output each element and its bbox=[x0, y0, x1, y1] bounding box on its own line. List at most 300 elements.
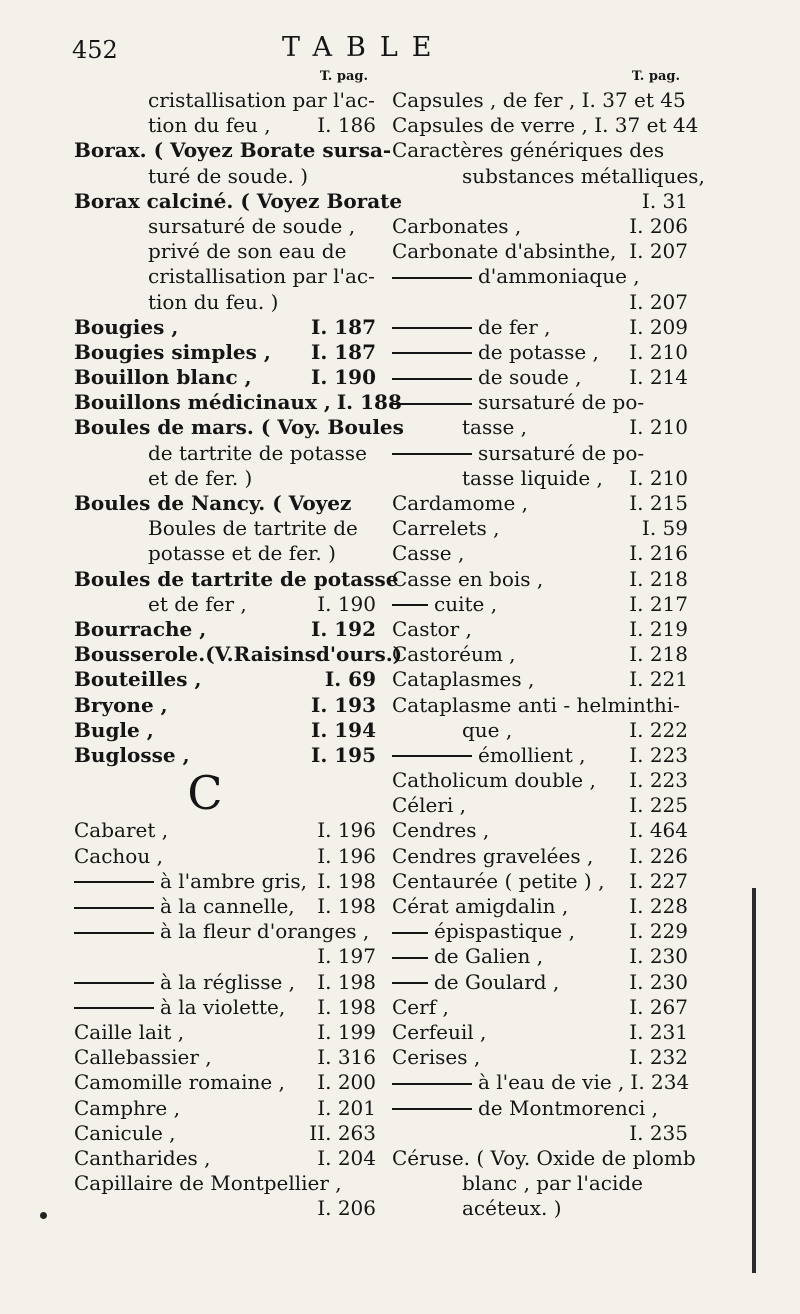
entry-text bbox=[392, 793, 623, 818]
index-entry bbox=[74, 516, 376, 541]
entry-label: de tartrite de potasse bbox=[148, 440, 367, 465]
entry-text bbox=[74, 340, 305, 365]
entry-text bbox=[74, 617, 305, 642]
entry-text bbox=[392, 667, 623, 692]
page-reference: I. 188 bbox=[336, 390, 402, 415]
entry-text bbox=[74, 88, 376, 113]
entry-label: substances métalliques, bbox=[462, 163, 705, 188]
entry-text bbox=[392, 567, 623, 592]
page-reference: I. 69 bbox=[324, 667, 376, 692]
entry-text bbox=[392, 1146, 696, 1171]
entry-label: Cabaret , bbox=[74, 818, 169, 843]
entry-text bbox=[74, 516, 376, 541]
column-header: T. pag. bbox=[631, 69, 680, 84]
entry-text bbox=[74, 264, 376, 289]
entry-label: Bouillon blanc , bbox=[74, 365, 252, 390]
entry-text bbox=[74, 315, 305, 340]
index-entry bbox=[74, 1196, 376, 1221]
ditto-dash bbox=[392, 403, 472, 405]
index-entry bbox=[74, 869, 376, 894]
index-entry bbox=[74, 466, 376, 491]
page-reference: I. 218 bbox=[629, 566, 688, 591]
index-entry bbox=[74, 995, 376, 1020]
entry-text bbox=[392, 113, 698, 138]
entry-label: Cerises , bbox=[392, 1045, 481, 1070]
entry-label: Carbonates , bbox=[392, 213, 522, 238]
entry-text bbox=[74, 592, 311, 617]
index-entry bbox=[392, 1145, 696, 1171]
entry-label: Castor , bbox=[392, 616, 472, 641]
page-reference: I. 200 bbox=[317, 1070, 376, 1095]
entry-text bbox=[74, 138, 391, 163]
entry-label: acéteux. ) bbox=[462, 1196, 562, 1221]
ditto-dash bbox=[392, 378, 472, 380]
index-entry bbox=[74, 642, 403, 667]
index-entry bbox=[74, 1121, 376, 1146]
entry-text bbox=[392, 365, 623, 390]
entry-label: de Montmorenci , bbox=[478, 1095, 659, 1120]
entry-text bbox=[74, 869, 311, 894]
entry-text bbox=[74, 1171, 376, 1196]
page-reference: I. 227 bbox=[629, 868, 688, 893]
index-entry bbox=[74, 365, 376, 390]
ditto-dash bbox=[392, 1083, 472, 1085]
entry-label: et de fer. ) bbox=[148, 465, 253, 490]
index-entry bbox=[392, 214, 688, 239]
page-reference: I. 226 bbox=[629, 843, 688, 868]
index-entry bbox=[392, 869, 688, 894]
index-entry bbox=[392, 466, 688, 491]
entry-label: Cachou , bbox=[74, 843, 163, 868]
entry-label: à la fleur d'oranges , bbox=[160, 919, 370, 944]
entry-text bbox=[392, 390, 688, 415]
page-reference: I. 207 bbox=[629, 289, 688, 314]
entry-label: Centaurée ( petite ) , bbox=[392, 868, 605, 893]
entry-text bbox=[74, 642, 402, 667]
entry-label: potasse et de fer. ) bbox=[148, 541, 336, 566]
entry-label: Canicule , bbox=[74, 1120, 176, 1145]
entry-label: Céleri , bbox=[392, 793, 467, 818]
entry-text bbox=[392, 768, 623, 793]
entry-text bbox=[392, 264, 688, 289]
index-entry bbox=[74, 566, 399, 592]
entry-text bbox=[392, 516, 636, 541]
page-reference: I. 222 bbox=[629, 717, 688, 742]
entry-label: Casse , bbox=[392, 541, 465, 566]
entry-label: Cantharides , bbox=[74, 1145, 211, 1170]
index-entry bbox=[74, 970, 376, 995]
entry-label: à l'ambre gris, bbox=[160, 868, 308, 893]
index-entry bbox=[74, 441, 376, 466]
ditto-dash bbox=[392, 1108, 472, 1110]
entry-label: Bourrache , bbox=[74, 616, 207, 641]
index-entry bbox=[392, 441, 688, 466]
ditto-dash bbox=[74, 1007, 154, 1009]
entry-text bbox=[74, 164, 376, 189]
entry-text bbox=[392, 894, 623, 919]
page-reference: I. 215 bbox=[629, 491, 688, 515]
index-entry bbox=[392, 1020, 688, 1045]
index-entry bbox=[392, 340, 688, 365]
entry-text bbox=[392, 869, 623, 894]
entry-text bbox=[392, 617, 623, 642]
page-reference: I. 193 bbox=[310, 692, 376, 717]
page-reference: I. 216 bbox=[629, 541, 688, 566]
index-entry bbox=[74, 290, 376, 315]
index-entry bbox=[392, 995, 688, 1020]
page-reference: I. 192 bbox=[310, 616, 376, 641]
entry-label: Capsules , de fer , I. 37 et 45 bbox=[392, 88, 686, 112]
margin-dot bbox=[40, 1212, 47, 1219]
index-entry bbox=[392, 793, 688, 818]
page-reference: I. 228 bbox=[629, 894, 688, 918]
page-reference: I. 198 bbox=[317, 969, 376, 994]
entry-text bbox=[74, 1045, 311, 1070]
entry-label: Catholicum double , bbox=[392, 768, 596, 793]
entry-label: à la violette, bbox=[160, 994, 286, 1019]
page-reference: I. 197 bbox=[317, 944, 376, 969]
page-reference: I. 190 bbox=[310, 365, 376, 390]
entry-label: Bougies simples , bbox=[74, 339, 271, 364]
index-entry bbox=[392, 1121, 688, 1146]
entry-text bbox=[74, 894, 311, 919]
entry-label: Borax. ( Voyez Borate sursa- bbox=[74, 138, 392, 163]
index-entry bbox=[392, 189, 688, 214]
entry-label: Bousserole.(V.Raisinsd'ours.) bbox=[74, 642, 403, 667]
entry-label: et de fer , bbox=[148, 591, 247, 616]
page-reference: I. 196 bbox=[317, 818, 376, 843]
index-entry bbox=[74, 239, 376, 264]
entry-text bbox=[392, 1096, 688, 1121]
index-entry bbox=[74, 919, 376, 944]
section-letter: C bbox=[187, 766, 223, 821]
entry-label: de Goulard , bbox=[434, 969, 560, 994]
entry-label: à la réglisse , bbox=[160, 969, 296, 994]
entry-label: sursaturé de po- bbox=[478, 440, 645, 465]
entry-text bbox=[392, 693, 688, 718]
index-entry bbox=[74, 541, 376, 566]
page-reference: I. 31 bbox=[641, 188, 688, 213]
index-entry bbox=[74, 743, 376, 768]
entry-text bbox=[392, 718, 623, 743]
page-number: 452 bbox=[72, 36, 118, 64]
page-reference: I. 187 bbox=[310, 314, 376, 339]
entry-label: Boules de tartrite de bbox=[148, 516, 358, 541]
index-entry bbox=[74, 1045, 376, 1070]
index-entry bbox=[74, 667, 376, 692]
entry-text bbox=[392, 239, 623, 264]
index-entry bbox=[392, 390, 688, 415]
entry-text bbox=[74, 693, 305, 718]
page-reference: I. 218 bbox=[629, 642, 688, 667]
page-reference: I. 223 bbox=[629, 742, 688, 767]
entry-text bbox=[74, 365, 305, 390]
entry-text bbox=[392, 138, 688, 163]
page-header bbox=[0, 32, 800, 66]
entry-text bbox=[392, 743, 623, 768]
index-entry bbox=[74, 214, 376, 239]
ditto-dash bbox=[392, 957, 428, 959]
entry-label: sursaturé de po- bbox=[478, 390, 645, 415]
page-reference: I. 196 bbox=[317, 843, 376, 868]
entry-label: Céruse. ( Voy. Oxide de plomb bbox=[392, 1145, 696, 1170]
index-entry bbox=[392, 163, 705, 189]
index-entry bbox=[74, 1171, 376, 1196]
index-entry bbox=[392, 491, 688, 516]
index-entry bbox=[392, 264, 688, 289]
page-reference: I. 207 bbox=[629, 239, 688, 264]
index-entry bbox=[392, 718, 688, 743]
entry-text bbox=[74, 995, 311, 1020]
entry-label: cristallisation par l'ac- bbox=[148, 88, 375, 112]
page-reference: I. 217 bbox=[629, 591, 688, 616]
page-reference: II. 263 bbox=[309, 1120, 376, 1145]
ditto-dash bbox=[392, 453, 472, 455]
entry-label: Boules de tartrite de potasse bbox=[74, 566, 399, 591]
entry-text bbox=[392, 944, 623, 969]
index-column-left bbox=[74, 66, 404, 1221]
index-entry bbox=[74, 818, 376, 843]
entry-label: émollient , bbox=[478, 742, 586, 767]
index-entry bbox=[392, 541, 688, 566]
index-entry bbox=[74, 944, 376, 969]
column-header: T. pag. bbox=[319, 69, 368, 84]
entry-text bbox=[392, 466, 623, 491]
entry-text bbox=[74, 818, 311, 843]
index-entry bbox=[392, 365, 688, 390]
index-entry bbox=[74, 894, 376, 919]
page-reference: I. 194 bbox=[310, 717, 376, 742]
entry-label: Camphre , bbox=[74, 1095, 180, 1120]
entry-label: Capillaire de Montpellier , bbox=[74, 1171, 342, 1196]
entry-text bbox=[74, 1070, 311, 1095]
entry-text bbox=[392, 818, 623, 843]
entry-text bbox=[392, 214, 623, 239]
entry-text bbox=[74, 919, 376, 944]
page-reference: I. 201 bbox=[317, 1095, 376, 1120]
entry-label: Borax calciné. ( Voyez Borate bbox=[74, 188, 403, 213]
entry-label: que , bbox=[462, 717, 513, 742]
page-reference: I. 223 bbox=[629, 768, 688, 793]
entry-label: privé de son eau de bbox=[148, 239, 347, 264]
entry-label: de soude , bbox=[478, 365, 582, 390]
entry-label: à la cannelle, bbox=[160, 894, 295, 919]
index-entry bbox=[392, 290, 688, 315]
entry-text bbox=[392, 164, 705, 189]
index-entry bbox=[392, 617, 688, 642]
entry-label: Cataplasme anti - helminthi- bbox=[392, 692, 680, 717]
index-entry bbox=[392, 894, 688, 919]
index-entry bbox=[392, 88, 688, 113]
entry-text bbox=[74, 113, 311, 138]
index-entry bbox=[392, 315, 688, 340]
entry-label: Castoréum , bbox=[392, 642, 516, 667]
entry-label: de potasse , bbox=[478, 339, 599, 364]
index-entry bbox=[392, 693, 688, 718]
entry-label: cuite , bbox=[434, 591, 498, 616]
entry-text bbox=[392, 315, 623, 340]
entry-text bbox=[74, 441, 376, 466]
entry-text bbox=[74, 1146, 311, 1171]
entry-text bbox=[74, 491, 376, 516]
page-reference: I. 190 bbox=[317, 591, 376, 616]
entry-text bbox=[74, 415, 404, 440]
entry-text bbox=[392, 844, 623, 869]
index-entry bbox=[392, 944, 688, 969]
entry-text bbox=[74, 844, 311, 869]
entry-label: Boules de Nancy. ( Voyez bbox=[74, 491, 352, 515]
entry-label: tion du feu. ) bbox=[148, 289, 279, 314]
page-reference: I. 225 bbox=[629, 793, 688, 818]
index-entry bbox=[74, 1020, 376, 1045]
entry-text bbox=[392, 995, 623, 1020]
page-reference: I. 231 bbox=[629, 1019, 688, 1044]
index-entry bbox=[74, 592, 376, 617]
entry-text bbox=[392, 1020, 623, 1045]
entry-label: Bougies , bbox=[74, 314, 179, 339]
entry-text bbox=[392, 1070, 624, 1095]
index-entry bbox=[392, 743, 688, 768]
entry-label: Carrelets , bbox=[392, 516, 500, 541]
entry-text bbox=[74, 567, 398, 592]
entry-label: d'ammoniaque , bbox=[478, 264, 640, 289]
page-reference: I. 206 bbox=[317, 1196, 376, 1221]
index-entry bbox=[74, 415, 404, 440]
entry-label: tasse , bbox=[462, 415, 528, 440]
entry-text bbox=[74, 239, 376, 264]
page-reference: I. 198 bbox=[317, 894, 376, 919]
entry-label: Camomille romaine , bbox=[74, 1070, 285, 1095]
ditto-dash bbox=[392, 277, 472, 279]
page-reference: I. 210 bbox=[629, 465, 688, 490]
entry-label: Buglosse , bbox=[74, 742, 190, 767]
entry-label: sursaturé de soude , bbox=[148, 213, 356, 238]
index-entry bbox=[74, 164, 376, 189]
index-entry bbox=[392, 567, 688, 592]
ditto-dash bbox=[74, 881, 154, 883]
index-entry bbox=[392, 818, 688, 843]
index-entry bbox=[392, 1045, 688, 1070]
ditto-dash bbox=[392, 755, 472, 757]
page-reference: I. 316 bbox=[317, 1045, 376, 1070]
page-reference: I. 232 bbox=[629, 1045, 688, 1070]
page-reference: I. 214 bbox=[629, 365, 688, 390]
ditto-dash bbox=[74, 932, 154, 934]
index-entry bbox=[74, 88, 376, 113]
index-entry bbox=[392, 415, 688, 440]
entry-text bbox=[74, 718, 305, 743]
entry-text bbox=[392, 88, 688, 113]
entry-text bbox=[74, 743, 305, 768]
entry-text bbox=[392, 919, 623, 944]
index-entry bbox=[74, 617, 376, 642]
entry-label: Cerf , bbox=[392, 994, 449, 1019]
entry-text bbox=[74, 1020, 311, 1045]
entry-label: Callebassier , bbox=[74, 1045, 212, 1070]
entry-text bbox=[392, 441, 688, 466]
index-entry bbox=[392, 667, 688, 692]
entry-text bbox=[74, 189, 402, 214]
page-reference: I. 206 bbox=[629, 213, 688, 238]
page-reference: I. 230 bbox=[629, 969, 688, 994]
index-entry bbox=[74, 1096, 376, 1121]
entry-label: Cendres gravelées , bbox=[392, 843, 594, 868]
entry-label: Bugle , bbox=[74, 717, 154, 742]
page-reference: I. 235 bbox=[629, 1120, 688, 1145]
index-entry bbox=[392, 592, 688, 617]
index-entry bbox=[74, 113, 376, 138]
index-entry bbox=[392, 642, 688, 667]
index-entry bbox=[392, 1070, 688, 1095]
entry-label: Cerfeuil , bbox=[392, 1019, 487, 1044]
entry-label: Bryone , bbox=[74, 692, 168, 717]
entry-text bbox=[74, 1096, 311, 1121]
page-reference: I. 230 bbox=[629, 944, 688, 969]
entry-text bbox=[74, 466, 376, 491]
index-entry bbox=[74, 315, 376, 340]
ditto-dash bbox=[74, 907, 154, 909]
entry-label: tasse liquide , bbox=[462, 465, 603, 490]
entry-label: Capsules de verre , I. 37 et 44 bbox=[392, 113, 699, 138]
page-reference: I. 229 bbox=[629, 919, 688, 944]
page-reference: I. 199 bbox=[317, 1019, 376, 1044]
index-entry bbox=[392, 138, 688, 163]
entry-text bbox=[392, 1196, 688, 1221]
index-entry bbox=[74, 188, 403, 214]
entry-text bbox=[74, 214, 376, 239]
entry-text bbox=[392, 415, 623, 440]
index-entry bbox=[392, 516, 688, 541]
index-entry bbox=[392, 919, 688, 944]
entry-label: Bouteilles , bbox=[74, 667, 202, 692]
index-entry bbox=[392, 1171, 688, 1196]
ditto-dash bbox=[392, 352, 472, 354]
entry-text bbox=[392, 340, 623, 365]
index-entry bbox=[74, 390, 402, 415]
entry-text bbox=[74, 390, 331, 415]
entry-label: à l'eau de vie , bbox=[478, 1070, 625, 1095]
page-reference: I. 221 bbox=[629, 667, 688, 692]
entry-label: Caractères génériques des bbox=[392, 138, 665, 163]
entry-text bbox=[392, 642, 623, 667]
entry-text bbox=[74, 290, 376, 315]
entry-label: blanc , par l'acide bbox=[462, 1171, 643, 1196]
entry-text bbox=[74, 667, 319, 692]
page-reference: I. 59 bbox=[641, 516, 688, 541]
index-entry bbox=[74, 138, 392, 163]
index-entry bbox=[74, 340, 376, 365]
page-reference: I. 209 bbox=[629, 314, 688, 339]
ditto-dash bbox=[392, 604, 428, 606]
page-reference: I. 204 bbox=[317, 1145, 376, 1170]
entry-text bbox=[74, 1121, 303, 1146]
page-reference: I. 198 bbox=[317, 994, 376, 1019]
entry-label: Cérat amigdalin , bbox=[392, 894, 569, 918]
page-reference: I. 219 bbox=[629, 616, 688, 641]
entry-text bbox=[392, 592, 623, 617]
index-entry bbox=[74, 491, 376, 516]
entry-label: épispastique , bbox=[434, 919, 575, 944]
entry-label: Bouillons médicinaux , bbox=[74, 390, 331, 415]
entry-label: de Galien , bbox=[434, 944, 544, 969]
index-entry bbox=[74, 693, 376, 718]
index-entry bbox=[392, 970, 688, 995]
page-reference: I. 187 bbox=[310, 339, 376, 364]
entry-text bbox=[74, 970, 311, 995]
ditto-dash bbox=[392, 932, 428, 934]
entry-label: turé de soude. ) bbox=[148, 163, 309, 188]
entry-label: Cardamome , bbox=[392, 491, 529, 515]
